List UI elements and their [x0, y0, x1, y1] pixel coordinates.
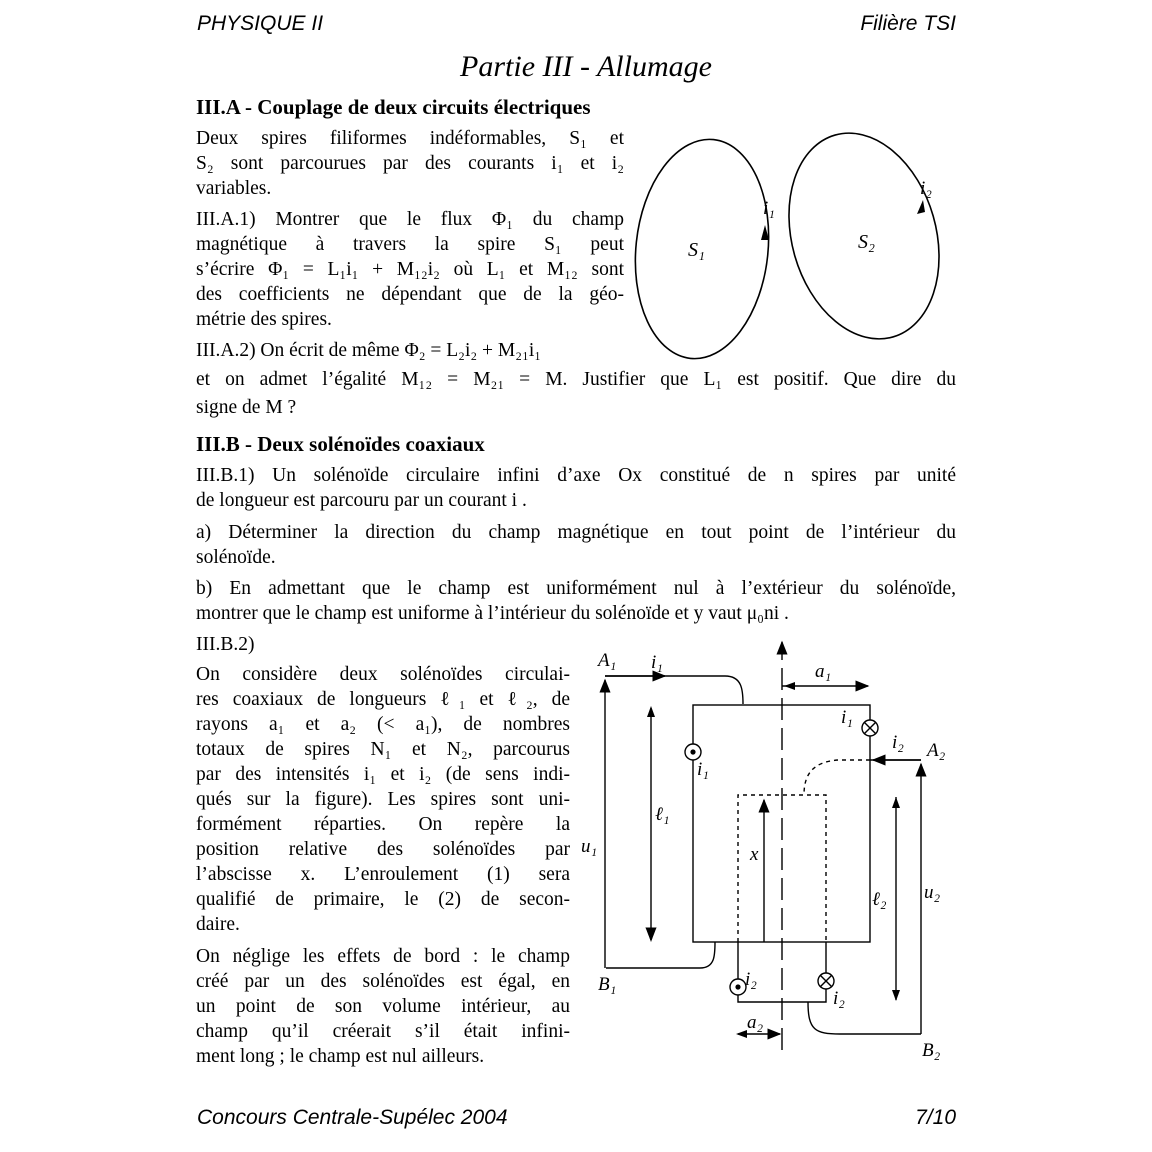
text-line: signe de M ?: [196, 397, 297, 418]
text-line: position relative des solénoïdes par: [196, 839, 570, 860]
arrowhead: [647, 706, 655, 717]
section-a-heading: III.A - Couplage de deux circuits électriques: [196, 95, 591, 119]
text-line: III.A.1) Montrer que le flux Φ₁ du champ: [196, 209, 624, 230]
text-line: créé par un des solénoïdes est égal, en: [196, 971, 570, 992]
label-i2: i₂: [892, 732, 904, 753]
label-i1: i₁: [651, 652, 663, 673]
text-line: III.B.1) Un solénoïde circulaire infini d’axe Ox constitué de n spires par unité: [196, 465, 956, 486]
label-i2: i₂: [745, 969, 757, 990]
current-out-dot: [735, 984, 740, 989]
text-line: magnétique à travers la spire S₁ peut: [196, 234, 624, 255]
text-line: des coefficients ne dépendant que de la géo-: [196, 284, 624, 305]
wire-b1: [606, 942, 715, 968]
label-b1-terminal: B₁: [598, 974, 617, 995]
text-line: a) Déterminer la direction du champ magnétique en tout point de l’intérieur du: [196, 522, 956, 543]
arrowhead: [736, 1030, 747, 1038]
label-i1: i₁: [697, 759, 709, 780]
arrowhead: [892, 990, 900, 1001]
label-i2: i₂: [833, 988, 845, 1009]
text-line: variables.: [196, 178, 272, 199]
arrowhead: [784, 682, 795, 690]
text-line: S₂ sont parcourues par des courants i₁ et i₂: [196, 153, 624, 174]
text-line: un point de son volume intérieur, au: [196, 996, 570, 1017]
page-title: Partie III - Allumage: [460, 50, 712, 83]
text-line: solénoïde.: [196, 547, 276, 568]
label-u2: u₂: [924, 882, 941, 903]
label-s2: S₂: [858, 231, 875, 253]
text-line: ment long ; le champ est nul ailleurs.: [196, 1046, 485, 1067]
arrowhead: [647, 931, 655, 942]
text-line: l’abscisse x. L’enroulement (1) sera: [196, 864, 570, 885]
text-line: de longueur est parcouru par un courant i .: [196, 490, 527, 511]
wire-b2: [808, 1002, 921, 1034]
wire-a1: [605, 676, 743, 704]
label-a2-radius: a₂: [747, 1012, 764, 1033]
question-b2-label: III.B.2): [196, 634, 255, 655]
text-line: rayons a₁ et a₂ (< a₁), de nombres: [196, 714, 570, 735]
arrowhead: [892, 797, 900, 808]
text-line: totaux de spires N₁ et N₂, parcourus: [196, 739, 570, 760]
label-s1: S₁: [688, 239, 705, 261]
text-line: et on admet l’égalité M₁₂ = M₂₁ = M. Justifier que L₁ est positif. Que dire du: [196, 369, 956, 390]
text-line: qués sur la figure). Les spires sont uni-: [196, 789, 570, 810]
text-line: qualifié de primaire, le (2) de secon-: [196, 889, 570, 910]
label-b2-terminal: B₂: [922, 1040, 941, 1061]
text-line: On considère deux solénoïdes circulai-: [196, 664, 570, 685]
text-line: On néglige les effets de bord : le champ: [196, 946, 570, 967]
label-a2-terminal: A₂: [927, 740, 946, 761]
current-out-dot: [690, 749, 695, 754]
label-u1: u₁: [581, 836, 598, 857]
text-line: b) En admettant que le champ est uniformément nul à l’extérieur du solénoïde,: [196, 578, 956, 599]
text-line: champ qu’il créerait s’il était infini-: [196, 1021, 570, 1042]
footer-right: 7/10: [915, 1106, 956, 1129]
wire-a2-dotted: [804, 760, 870, 795]
text-line: métrie des spires.: [196, 309, 332, 330]
text-line: montrer que le champ est uniforme à l’intérieur du solénoïde et y vaut μ₀ni .: [196, 603, 789, 624]
section-b-heading: III.B - Deux solénoïdes coaxiaux: [196, 432, 485, 456]
label-a1-terminal: A₁: [598, 650, 617, 671]
label-i1: i₁: [841, 707, 853, 728]
text-line: III.A.2) On écrit de même Φ₂ = L₂i₂ + M₂₁i₁: [196, 340, 542, 361]
text-line: par des intensités i₁ et i₂ (de sens indi-: [196, 764, 570, 785]
label-l1: ℓ₁: [655, 804, 670, 825]
label-l2: ℓ₂: [872, 889, 887, 910]
label-x: x: [750, 844, 759, 865]
text-line: daire.: [196, 914, 240, 935]
label-i2: i₂: [920, 178, 932, 199]
header-left: PHYSIQUE II: [197, 12, 324, 35]
header-right: Filière TSI: [860, 12, 956, 35]
text-line: Deux spires filiformes indéformables, S₁ et: [196, 128, 624, 149]
text-line: s’écrire Φ₁ = L₁i₁ + M₁₂i₂ où L₁ et M₁₂ sont: [196, 259, 624, 280]
footer-left: Concours Centrale-Supélec 2004: [197, 1106, 508, 1129]
label-a1-radius: a₁: [815, 661, 832, 682]
text-line: res coaxiaux de longueurs ℓ₁ et ℓ₂, de: [196, 689, 570, 710]
label-i1: i₁: [763, 198, 775, 219]
text-line: formément réparties. On repère la: [196, 814, 570, 835]
